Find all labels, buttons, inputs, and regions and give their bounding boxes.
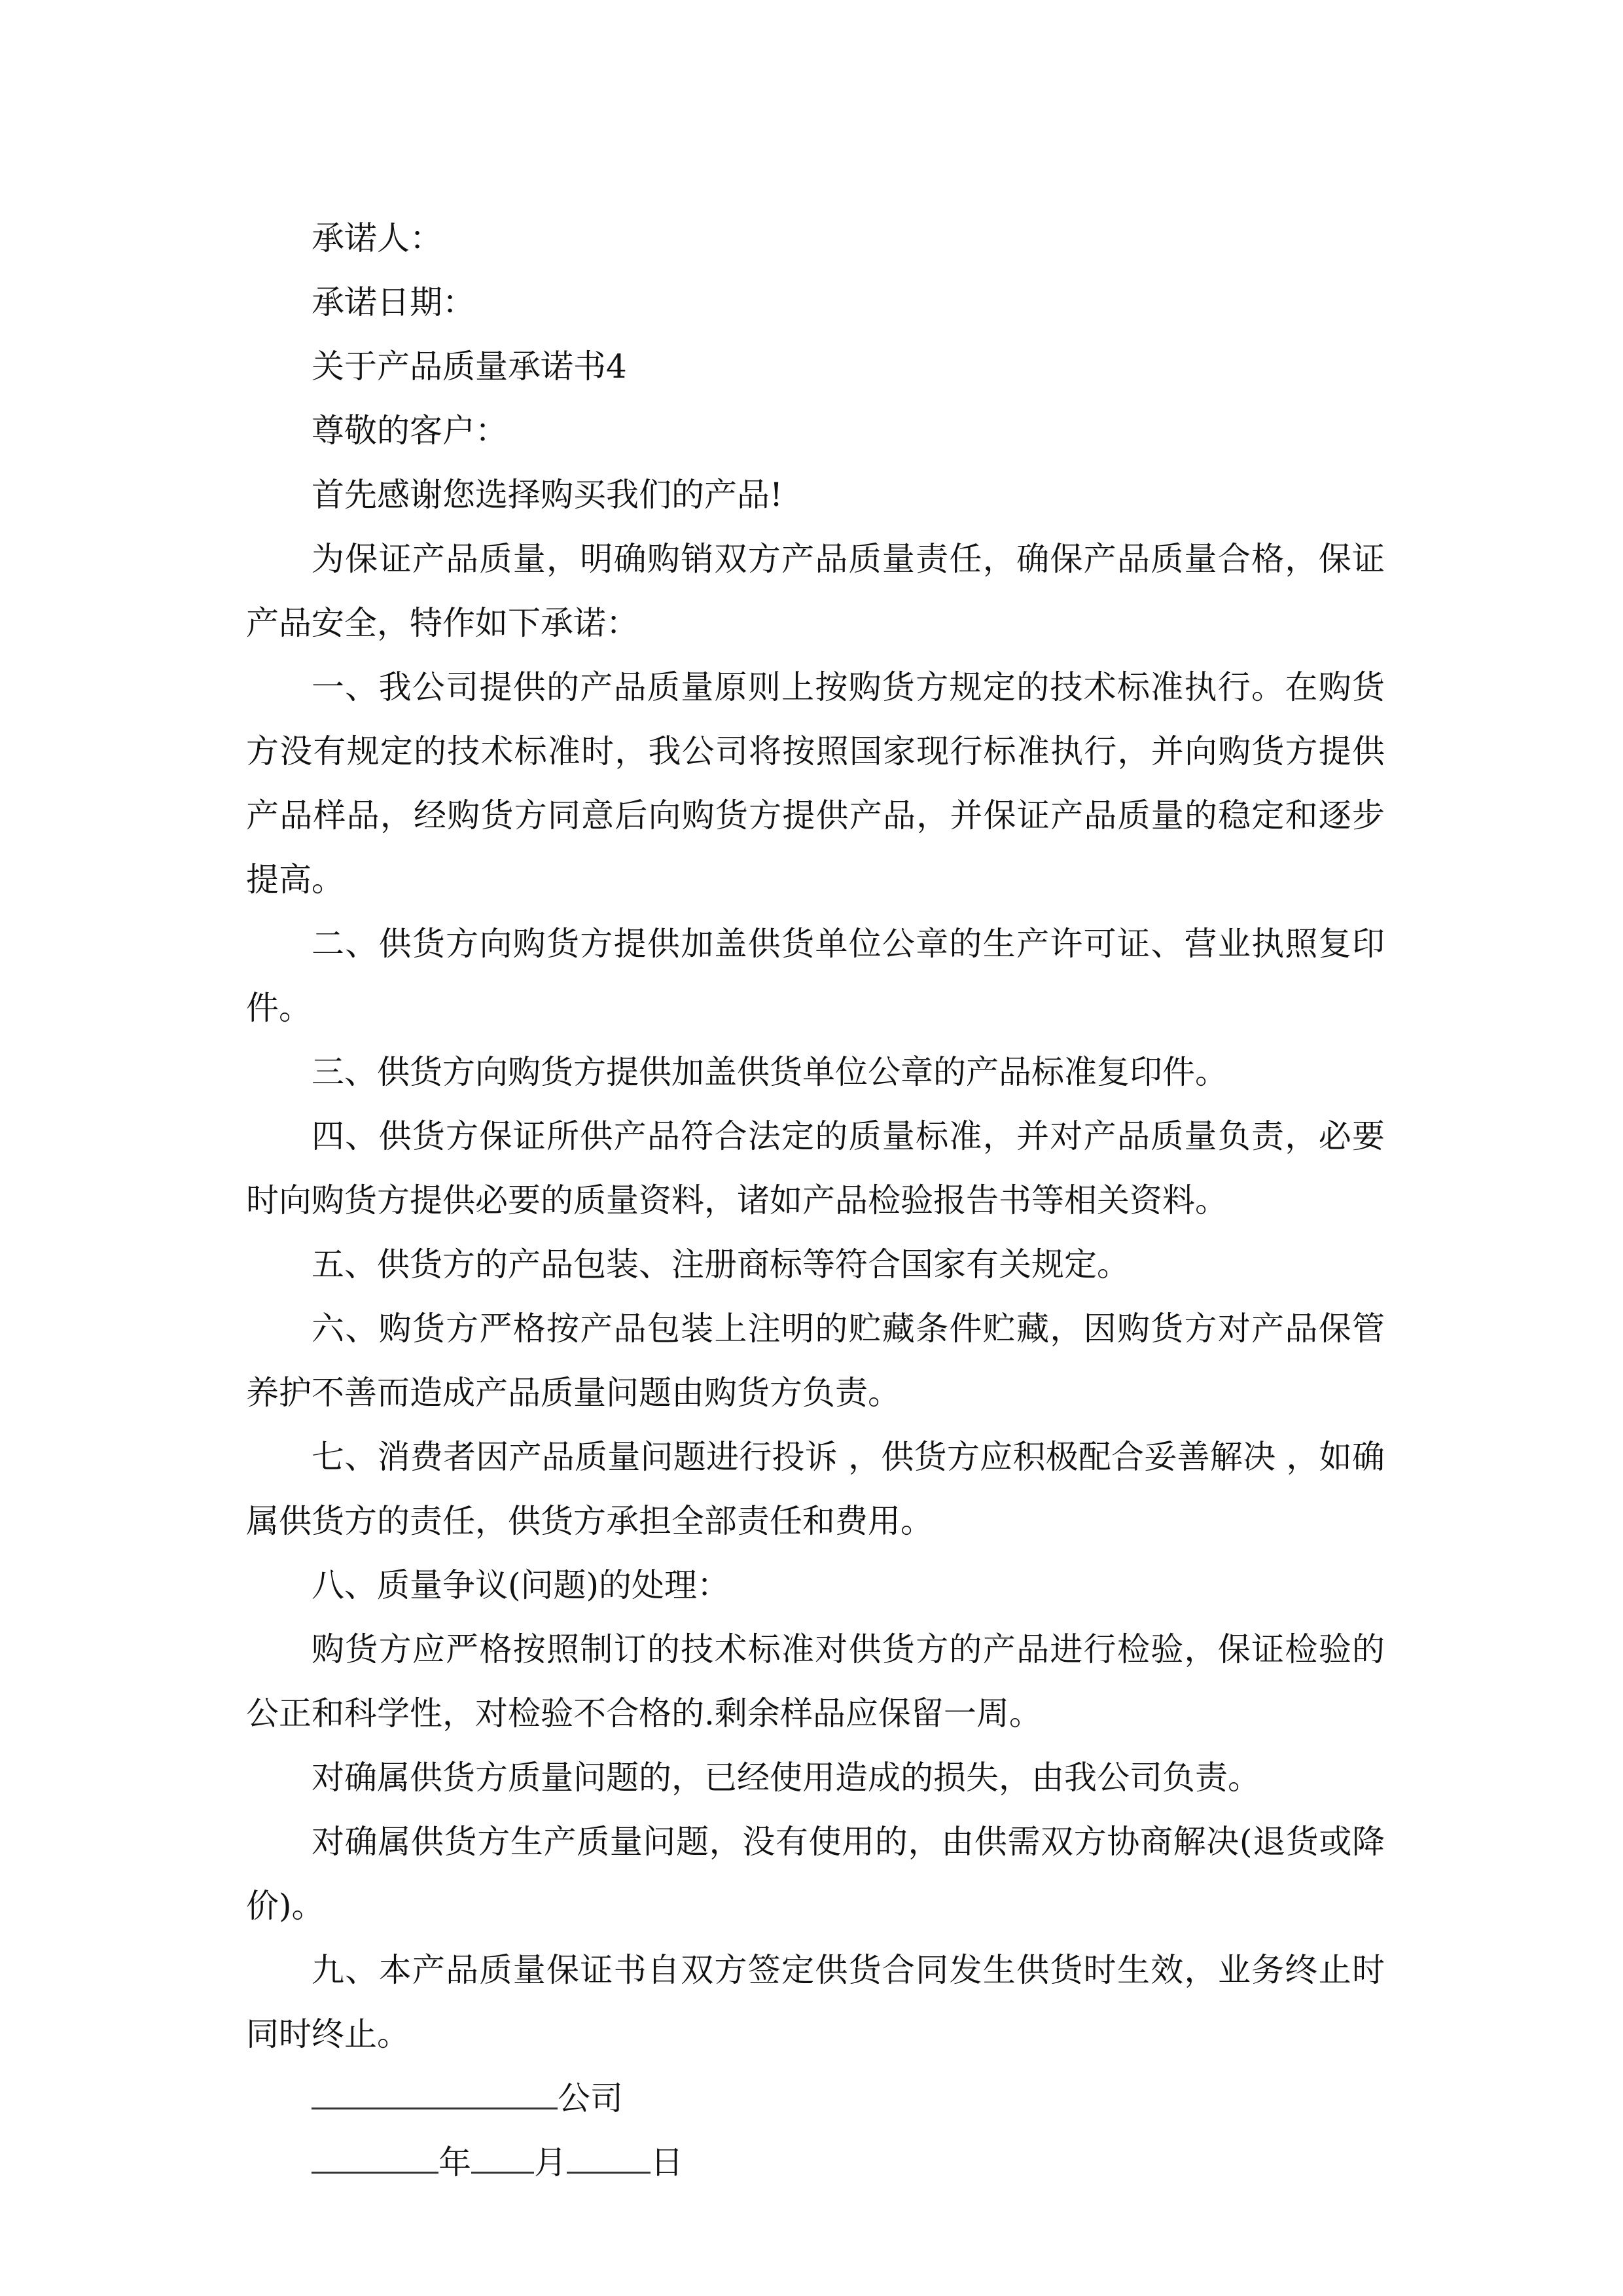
promisor-label: 承诺人： <box>312 219 442 257</box>
year-blank <box>312 2131 438 2174</box>
document-title: 关于产品质量承诺书4 <box>312 348 627 386</box>
clause-1: 一、我公司提供的产品质量原则上按购货方规定的技术标准执行。在购货方没有规定的技术标准时，我公司将按照国家现行标准执行，并向购货方提供产品样品，经购货方同意后向购货方提供产品，并保证产品质量的稳定和逐步提高。 <box>246 668 1385 899</box>
clause-4: 四、供货方保证所供产品符合法定的质量标准，并对产品质量负责，必要时向购货方提供必要的质量资料，诸如产品检验报告书等相关资料。 <box>246 1117 1385 1219</box>
opening-line: 首先感谢您选择购买我们的产品! <box>312 476 783 514</box>
intro-paragraph: 为保证产品质量，明确购销双方产品质量责任，确保产品质量合格，保证产品安全，特作如下承诺： <box>246 540 1385 642</box>
company-suffix: 公司 <box>558 2079 623 2117</box>
clause-5: 五、供货方的产品包装、注册商标等符合国家有关规定。 <box>312 1246 1130 1283</box>
clause-2: 二、供货方向购货方提供加盖供货单位公章的生产许可证、营业执照复印件。 <box>246 925 1385 1027</box>
month-label: 月 <box>534 2144 567 2181</box>
clause-8-detail-1: 购货方应严格按照制订的技术标准对供货方的产品进行检验，保证检验的公正和科学性，对检验不合格的.剩余样品应保留一周。 <box>246 1630 1385 1732</box>
clause-7: 七、消费者因产品质量问题进行投诉 ，供货方应积极配合妥善解决 ，如确属供货方的责任，供货方承担全部责任和费用。 <box>246 1438 1385 1540</box>
clause-8-detail-2: 对确属供货方质量问题的，已经使用造成的损失，由我公司负责。 <box>312 1759 1260 1797</box>
clause-8: 八、质量争议(问题)的处理： <box>312 1566 730 1604</box>
date-signature-line <box>246 2130 1385 2195</box>
month-blank <box>471 2131 534 2174</box>
clause-6: 六、购货方严格按产品包装上注明的贮藏条件贮藏，因购货方对产品保管养护不善而造成产品质量问题由购货方负责。 <box>246 1310 1385 1412</box>
clause-8-detail-3: 对确属供货方生产质量问题，没有使用的，由供需双方协商解决(退货或降价)。 <box>246 1823 1385 1925</box>
day-blank <box>567 2131 651 2174</box>
clause-9: 九、本产品质量保证书自双方签定供货合同发生供货时生效，业务终止时同时终止。 <box>246 1951 1385 2053</box>
company-name-blank <box>312 2067 558 2109</box>
promise-date-label: 承诺日期： <box>312 283 475 321</box>
document-body <box>246 206 1385 2195</box>
company-signature-line <box>246 2066 1385 2130</box>
year-label: 年 <box>438 2144 471 2181</box>
day-label: 日 <box>651 2144 683 2181</box>
clause-3: 三、供货方向购货方提供加盖供货单位公章的产品标准复印件。 <box>312 1053 1228 1091</box>
salutation: 尊敬的客户： <box>312 412 508 450</box>
